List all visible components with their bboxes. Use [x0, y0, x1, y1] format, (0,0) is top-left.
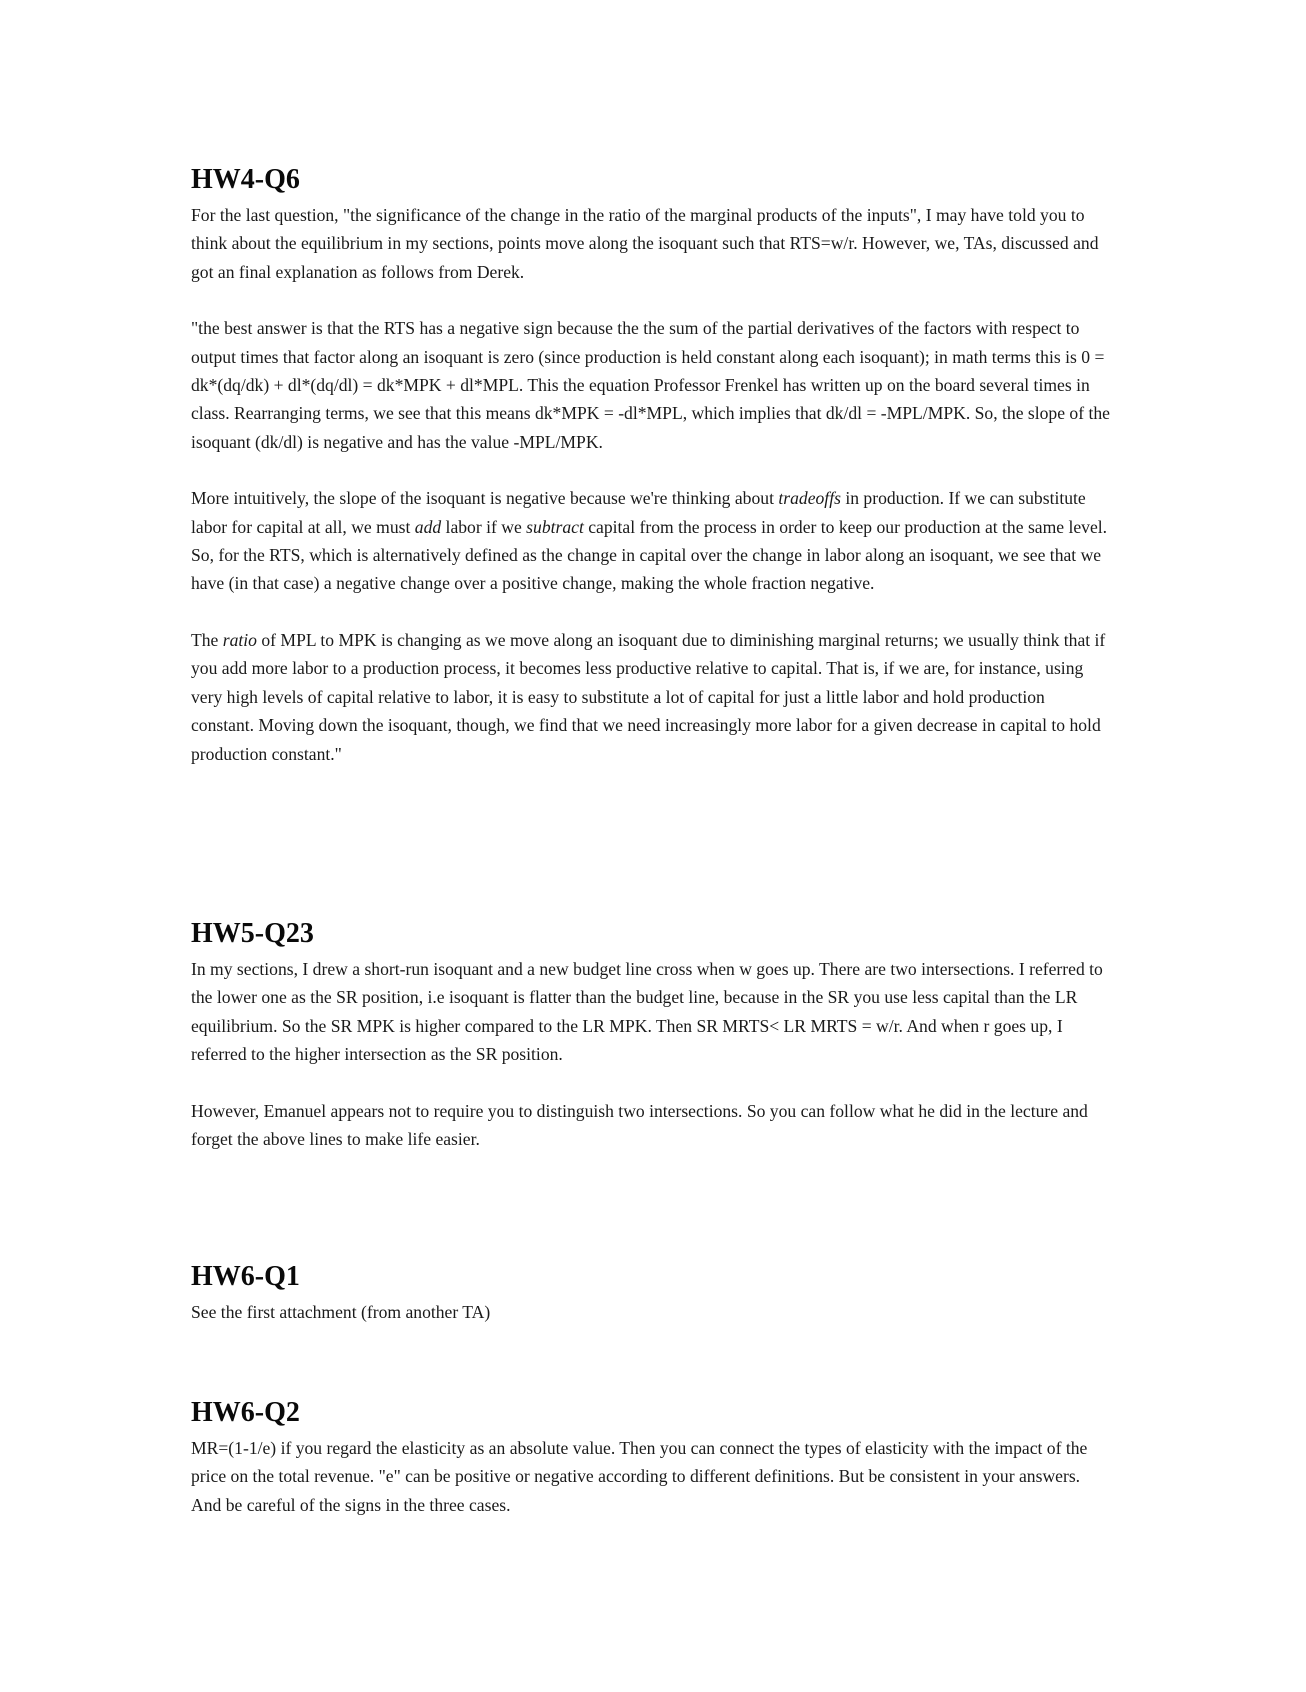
text-run: In my sections, I drew a short-run isoquant and a new budget line cross when w goes up. There are two intersections. I referred to the lower one as the SR position, i.e isoquant is flatter than the budget line, because in the SR you use less capital than the LR equilibrium. So the SR MPK is higher compared to the LR MPK. Then SR MRTS< LR MRTS = w/r. And when r goes up, I referred to the higher intersection as the SR position. — [191, 959, 1103, 1065]
section-hw6-q2 — [191, 1396, 1111, 1519]
section-heading: HW4-Q6 — [191, 164, 300, 195]
text-run: For the last question, "the significance of the change in the ratio of the marginal products of the inputs", I may have told you to think about the equilibrium in my sections, points move along the isoquant such that RTS=w/r. However, we, TAs, discussed and got an final explanation as follows from Derek. — [191, 205, 1099, 282]
text-run: MR=(1-1/e) if you regard the elasticity as an absolute value. Then you can connect the types of elasticity with the impact of the price on the total revenue. "e" can be positive or negative according to different definitions. But be consistent in your answers. And be careful of the signs in the three cases. — [191, 1438, 1088, 1515]
text-run: "the best answer is that the RTS has a negative sign because the the sum of the partial derivatives of the factors with respect to output times that factor along an isoquant is zero (since production is held constant along each isoquant); in math terms this is 0 = dk*(dq/dk) + dl*(dq/dl) = dk*MPK + dl*MPL. This the equation Professor Frenkel has written up on the board several times in class. Rearranging terms, we see that this means dk*MPK = -dl*MPL, which implies that dk/dl = -MPL/MPK. So, the slope of the isoquant (dk/dl) is negative and has the value -MPL/MPK. — [191, 318, 1110, 452]
section-heading: HW6-Q2 — [191, 1397, 300, 1428]
text-run: labor if we — [441, 516, 527, 537]
paragraph — [191, 955, 1111, 1069]
text-run: However, Emanuel appears not to require you to distinguish two intersections. So you can follow what he did in the lecture and forget the above lines to make life easier. — [191, 1100, 1088, 1150]
text-run: More intuitively, the slope of the isoquant is negative because we're thinking about — [191, 488, 779, 509]
italic-text-run: subtract — [526, 516, 584, 537]
paragraph — [191, 1434, 1111, 1519]
text-run: The — [191, 629, 223, 650]
section-hw5-q23 — [191, 917, 1111, 1153]
section-heading: HW5-Q23 — [191, 918, 314, 949]
text-run: capital from the process in order to keep our production at the same level. So, for the RTS, which is alternatively defined as the change in capital over the change in labor along an isoquant, we see that we have (in that case) a negative change over a positive change, making the whole fraction negative. — [191, 516, 1108, 594]
paragraph — [191, 626, 1111, 768]
italic-text-run: ratio — [222, 629, 257, 650]
text-run: of MPL to MPK is changing as we move along an isoquant due to diminishing marginal returns; we usually think that if you add more labor to a production process, it becomes less productive relative to capital. That is, if we are, for instance, using very high levels of capital relative to labor, it is easy to substitute a lot of capital for just a little labor and hold production constant. Moving down the isoquant, though, we find that we need increasingly more labor for a given decrease in capital to hold production constant." — [191, 629, 1106, 764]
text-run: See the first attachment (from another TA) — [191, 1302, 491, 1322]
paragraph — [191, 201, 1111, 286]
paragraph — [191, 484, 1111, 598]
paragraph — [191, 314, 1111, 456]
section-hw6-q1 — [191, 1260, 1111, 1326]
paragraph — [191, 1298, 1111, 1326]
text-run: in production. If we can substitute labor for capital at all, we must — [191, 488, 1086, 537]
italic-text-run: tradeoffs — [778, 488, 841, 509]
section-heading: HW6-Q1 — [191, 1261, 300, 1292]
italic-text-run: add — [414, 516, 442, 537]
section-hw4-q6 — [191, 163, 1111, 768]
paragraph — [191, 1097, 1111, 1154]
